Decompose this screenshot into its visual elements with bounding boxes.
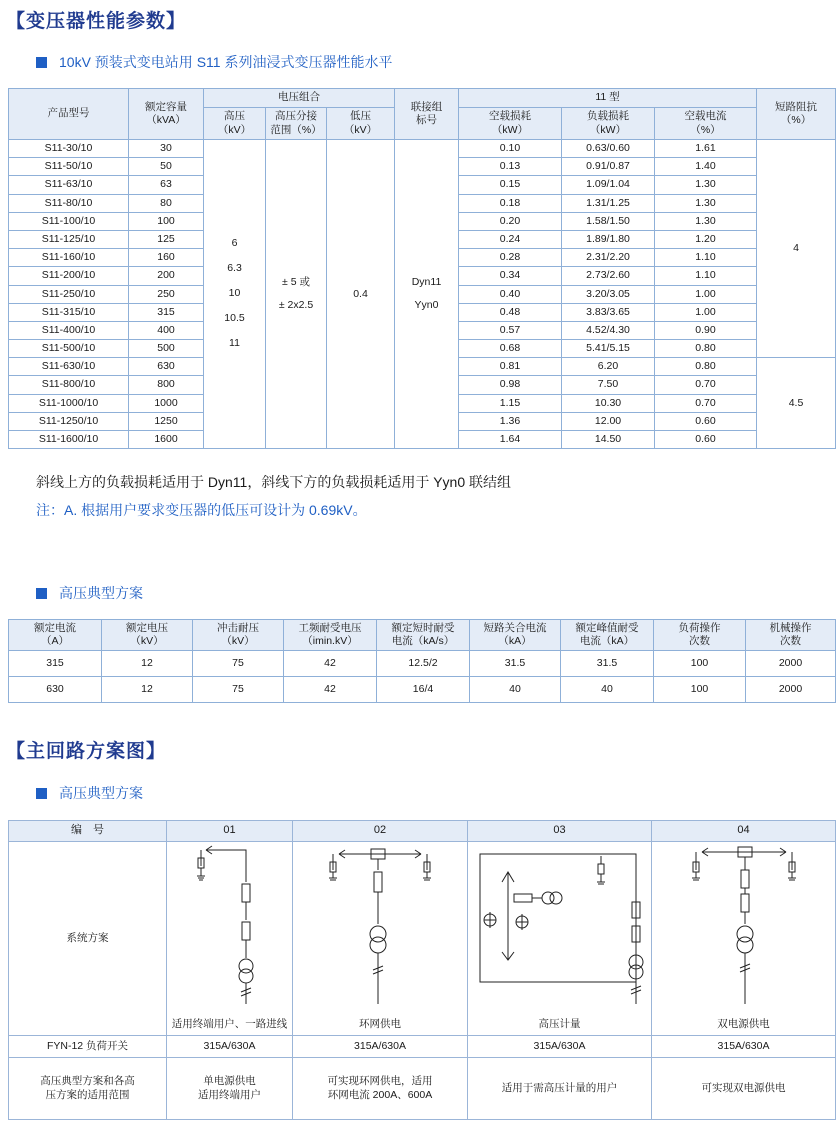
model-cell: S11-1250/10 [9, 412, 129, 430]
capacity-cell: 1000 [129, 394, 204, 412]
load-loss-cell: 3.83/3.65 [562, 303, 655, 321]
hv-scheme-cell: 31.5 [470, 651, 561, 677]
capacity-cell: 100 [129, 212, 204, 230]
load-loss-cell: 5.41/5.15 [562, 340, 655, 358]
square-bullet-icon [36, 57, 47, 68]
header-model: 产品型号 [9, 89, 129, 140]
subtitle-text: 10kV 预装式变电站用 S11 系列油浸式变压器性能水平 [59, 54, 393, 70]
low-voltage-note: 注：A. 根据用户要求变压器的低压可设计为 0.69kV。 [36, 502, 367, 518]
load-loss-note: 斜线上方的负载损耗适用于 Dyn11，斜线下方的负载损耗适用于 Yyn0 联结组 [36, 474, 512, 490]
load-loss-cell: 1.31/1.25 [562, 194, 655, 212]
noload-loss-cell: 0.20 [459, 212, 562, 230]
subtitle-text: 高压典型方案 [59, 585, 143, 601]
scheme-01-diagram [168, 842, 292, 1017]
subtitle-transformer-table [36, 52, 392, 72]
hv-scheme-cell: 100 [654, 677, 746, 703]
scheme-04-cell [652, 842, 836, 1036]
model-cell: S11-63/10 [9, 176, 129, 194]
noload-current-cell: 0.70 [655, 376, 757, 394]
number-label: 编 号 [9, 821, 167, 842]
scheme-01-cell [167, 842, 293, 1036]
header-connection: 联接组 标号 [395, 89, 459, 140]
main-circuit-table [8, 820, 836, 1120]
model-cell: S11-30/10 [9, 140, 129, 158]
scheme-number: 03 [468, 821, 652, 842]
noload-loss-cell: 0.57 [459, 321, 562, 339]
header-capacity: 额定容量 （kVA） [129, 89, 204, 140]
scope-value: 适用于需高压计量的用户 [468, 1058, 652, 1120]
load-loss-cell: 1.09/1.04 [562, 176, 655, 194]
noload-loss-cell: 0.13 [459, 158, 562, 176]
model-cell: S11-1600/10 [9, 431, 129, 449]
noload-current-cell: 1.30 [655, 194, 757, 212]
hv-scheme-cell: 630 [9, 677, 102, 703]
model-cell: S11-200/10 [9, 267, 129, 285]
capacity-cell: 1600 [129, 431, 204, 449]
switch-value: 315A/630A [293, 1036, 468, 1058]
header-type11: 11 型 [459, 89, 757, 108]
hv-scheme-cell: 2000 [746, 651, 836, 677]
hv-scheme-cell: 31.5 [561, 651, 654, 677]
switch-value: 315A/630A [652, 1036, 836, 1058]
hv-scheme-header: 工频耐受电压 （imin.kV） [284, 620, 377, 651]
noload-loss-cell: 1.36 [459, 412, 562, 430]
load-loss-cell: 2.31/2.20 [562, 249, 655, 267]
model-cell: S11-50/10 [9, 158, 129, 176]
hv-scheme-header: 额定电压 （kV） [102, 620, 193, 651]
section-title-main-circuit: 【主回路方案图】 [6, 741, 167, 762]
hv-scheme-header: 额定短时耐受 电流（kA/s） [377, 620, 470, 651]
header-voltage-group: 电压组合 [204, 89, 395, 108]
load-loss-cell: 7.50 [562, 376, 655, 394]
capacity-cell: 800 [129, 376, 204, 394]
capacity-cell: 630 [129, 358, 204, 376]
capacity-cell: 1250 [129, 412, 204, 430]
section-title-transformer: 【变压器性能参数】 [6, 11, 187, 32]
noload-loss-cell: 0.24 [459, 230, 562, 248]
hv-scheme-cell: 12 [102, 677, 193, 703]
hv-scheme-cell: 40 [470, 677, 561, 703]
model-cell: S11-400/10 [9, 321, 129, 339]
scope-value: 可实现环网供电，适用 环网电流 200A、600A [293, 1058, 468, 1120]
capacity-cell: 50 [129, 158, 204, 176]
load-loss-cell: 10.30 [562, 394, 655, 412]
hv-scheme-header: 负荷操作 次数 [654, 620, 746, 651]
noload-loss-cell: 0.34 [459, 267, 562, 285]
hv-scheme-header: 机械操作 次数 [746, 620, 836, 651]
hv-scheme-cell: 2000 [746, 677, 836, 703]
table-row [9, 651, 836, 677]
hv-scheme-cell: 100 [654, 651, 746, 677]
load-loss-cell: 6.20 [562, 358, 655, 376]
capacity-cell: 315 [129, 303, 204, 321]
noload-loss-cell: 0.10 [459, 140, 562, 158]
noload-loss-cell: 0.40 [459, 285, 562, 303]
scope-value: 单电源供电 适用终端用户 [167, 1058, 293, 1120]
noload-current-cell: 1.20 [655, 230, 757, 248]
header-noload-current: 空载电流 （%） [655, 108, 757, 140]
noload-loss-cell: 0.48 [459, 303, 562, 321]
load-loss-cell: 1.89/1.80 [562, 230, 655, 248]
hv-scheme-header: 额定峰值耐受 电流（kA） [561, 620, 654, 651]
noload-current-cell: 1.10 [655, 267, 757, 285]
hv-scheme-cell: 75 [193, 651, 284, 677]
scheme-03-caption: 高压计量 [538, 1017, 581, 1030]
hv-scheme-cell: 40 [561, 677, 654, 703]
model-cell: S11-100/10 [9, 212, 129, 230]
scheme-02-caption: 环网供电 [359, 1017, 401, 1030]
noload-current-cell: 0.80 [655, 358, 757, 376]
hv-scheme-cell: 16/4 [377, 677, 470, 703]
impedance-cell: 4.5 [757, 358, 836, 449]
switch-label: FYN-12 负荷开关 [9, 1036, 167, 1058]
load-loss-cell: 12.00 [562, 412, 655, 430]
load-loss-cell: 3.20/3.05 [562, 285, 655, 303]
hv-scheme-cell: 12.5/2 [377, 651, 470, 677]
noload-loss-cell: 0.18 [459, 194, 562, 212]
capacity-cell: 200 [129, 267, 204, 285]
noload-current-cell: 1.30 [655, 212, 757, 230]
noload-loss-cell: 1.64 [459, 431, 562, 449]
capacity-cell: 400 [129, 321, 204, 339]
header-impedance: 短路阻抗 （%） [757, 89, 836, 140]
capacity-cell: 500 [129, 340, 204, 358]
capacity-cell: 63 [129, 176, 204, 194]
noload-current-cell: 1.40 [655, 158, 757, 176]
header-load-loss: 负载损耗 （kW） [562, 108, 655, 140]
system-scheme-label: 系统方案 [9, 842, 167, 1036]
noload-loss-cell: 0.68 [459, 340, 562, 358]
hv-scheme-cell: 315 [9, 651, 102, 677]
scheme-number: 01 [167, 821, 293, 842]
square-bullet-icon [36, 588, 47, 599]
noload-current-cell: 0.60 [655, 431, 757, 449]
header-noload-loss: 空载损耗 （kW） [459, 108, 562, 140]
noload-current-cell: 1.30 [655, 176, 757, 194]
noload-current-cell: 1.00 [655, 303, 757, 321]
model-cell: S11-500/10 [9, 340, 129, 358]
model-cell: S11-80/10 [9, 194, 129, 212]
model-cell: S11-630/10 [9, 358, 129, 376]
scheme-03-cell [468, 842, 652, 1036]
model-cell: S11-125/10 [9, 230, 129, 248]
switch-value: 315A/630A [468, 1036, 652, 1058]
noload-loss-cell: 0.28 [459, 249, 562, 267]
load-loss-cell: 0.63/0.60 [562, 140, 655, 158]
header-lv: 低压 （kV） [327, 108, 395, 140]
capacity-cell: 250 [129, 285, 204, 303]
hv-scheme-cell: 42 [284, 677, 377, 703]
capacity-cell: 30 [129, 140, 204, 158]
hv-scheme-header: 短路关合电流 （kA） [470, 620, 561, 651]
noload-loss-cell: 0.15 [459, 176, 562, 194]
load-loss-cell: 2.73/2.60 [562, 267, 655, 285]
hv-scheme-table [8, 619, 836, 703]
noload-loss-cell: 0.98 [459, 376, 562, 394]
load-loss-cell: 1.58/1.50 [562, 212, 655, 230]
load-loss-cell: 0.91/0.87 [562, 158, 655, 176]
noload-loss-cell: 1.15 [459, 394, 562, 412]
model-cell: S11-160/10 [9, 249, 129, 267]
scope-label: 高压典型方案和各高 压方案的适用范围 [9, 1058, 167, 1120]
connection-cell: Dyn11 Yyn0 [395, 140, 459, 449]
noload-current-cell: 0.60 [655, 412, 757, 430]
scheme-04-diagram [654, 842, 834, 1017]
noload-loss-cell: 0.81 [459, 358, 562, 376]
scheme-04-caption: 双电源供电 [717, 1017, 770, 1030]
model-cell: S11-800/10 [9, 376, 129, 394]
scheme-02-diagram [295, 842, 465, 1017]
square-bullet-icon [36, 788, 47, 799]
scheme-number: 02 [293, 821, 468, 842]
hv-scheme-header: 冲击耐压 （kV） [193, 620, 284, 651]
scheme-03-diagram [470, 842, 650, 1017]
noload-current-cell: 0.90 [655, 321, 757, 339]
impedance-cell: 4 [757, 140, 836, 358]
table-row [9, 140, 836, 158]
scheme-02-cell [293, 842, 468, 1036]
lv-cell: 0.4 [327, 140, 395, 449]
subtitle-text: 高压典型方案 [59, 785, 143, 801]
noload-current-cell: 1.10 [655, 249, 757, 267]
transformer-performance-table [8, 88, 836, 449]
subtitle-main-circuit [36, 783, 143, 803]
hv-scheme-cell: 42 [284, 651, 377, 677]
hv-scheme-cell: 12 [102, 651, 193, 677]
header-tap: 高压分接 范围（%） [266, 108, 327, 140]
model-cell: S11-315/10 [9, 303, 129, 321]
model-cell: S11-250/10 [9, 285, 129, 303]
header-hv: 高压 （kV） [204, 108, 266, 140]
hv-scheme-header: 额定电流 （A） [9, 620, 102, 651]
tap-cell: ± 5 或 ± 2x2.5 [266, 140, 327, 449]
subtitle-hv-scheme [36, 583, 143, 603]
model-cell: S11-1000/10 [9, 394, 129, 412]
noload-current-cell: 1.00 [655, 285, 757, 303]
table-row [9, 677, 836, 703]
capacity-cell: 125 [129, 230, 204, 248]
noload-current-cell: 1.61 [655, 140, 757, 158]
load-loss-cell: 4.52/4.30 [562, 321, 655, 339]
noload-current-cell: 0.80 [655, 340, 757, 358]
scheme-01-caption: 适用终端用户、一路进线 [171, 1017, 288, 1030]
hv-cell: 6 6.3 10 10.5 11 [204, 140, 266, 449]
scheme-number: 04 [652, 821, 836, 842]
load-loss-cell: 14.50 [562, 431, 655, 449]
noload-current-cell: 0.70 [655, 394, 757, 412]
hv-scheme-cell: 75 [193, 677, 284, 703]
scope-value: 可实现双电源供电 [652, 1058, 836, 1120]
capacity-cell: 160 [129, 249, 204, 267]
switch-value: 315A/630A [167, 1036, 293, 1058]
capacity-cell: 80 [129, 194, 204, 212]
